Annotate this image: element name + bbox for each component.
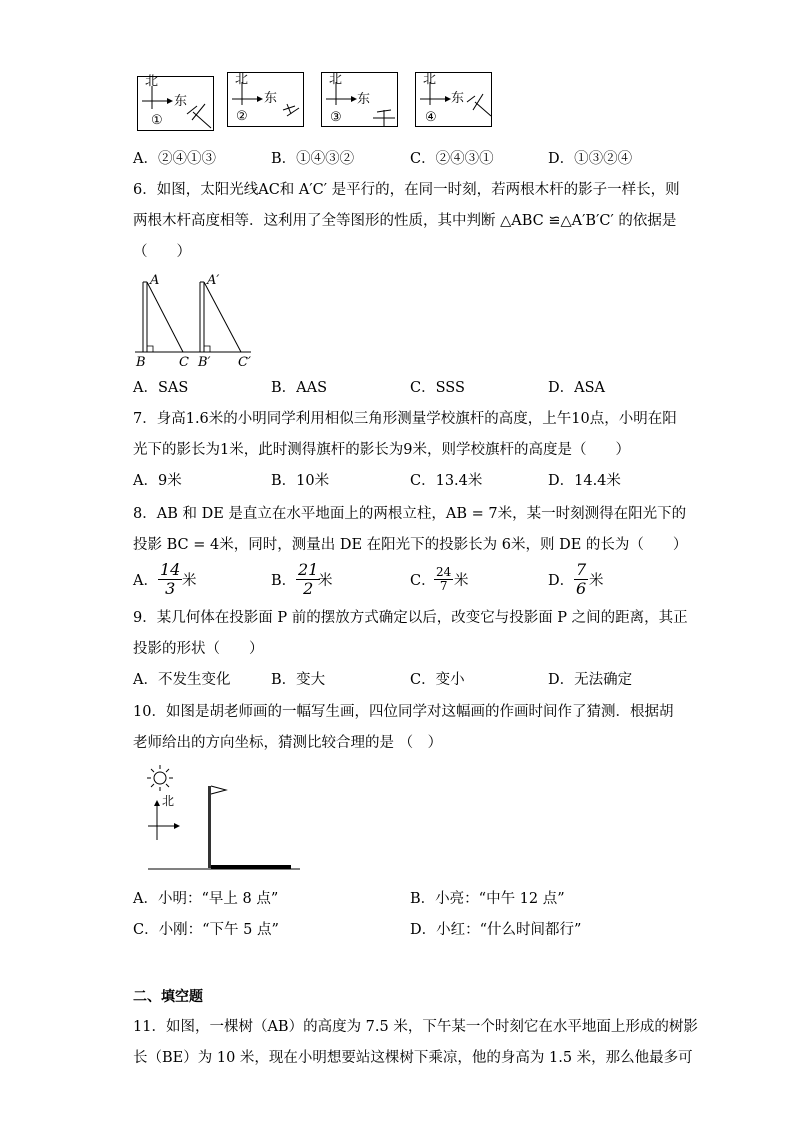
q7-option-a: A．9米 xyxy=(133,473,182,489)
q6-label-a-prime: A′ xyxy=(207,273,220,288)
q8-option-c-fraction: $\frac{24}{7}$ xyxy=(436,565,452,593)
q6-option-d: D．ASA xyxy=(548,380,606,396)
q8-option-b-fraction: $\frac{21}{2}$ xyxy=(298,560,319,598)
q10-north-label: 北 xyxy=(162,794,175,808)
q8-text-line2: 投影 BC = 4米，同时，测量出 DE 在阳光下的投影长为 6米，则 DE 的长为（ ） xyxy=(133,537,688,553)
sun-icon xyxy=(147,765,173,791)
q6-label-b: B xyxy=(136,355,146,370)
q6-text-line1: 6．如图，太阳光线AC和 A′C′ 是平行的，在同一时刻，若两根木杆的影子一样长，则 xyxy=(133,182,680,198)
panel-1-east: 东 xyxy=(174,94,188,109)
q8-option-a-unit: 米 xyxy=(182,573,197,589)
q6-option-c: C．SSS xyxy=(410,380,465,396)
panel-3-north: 北 xyxy=(329,72,343,87)
panel-1-number: ① xyxy=(151,113,163,128)
q8-option-d-fraction: $\frac{7}{6}$ xyxy=(576,560,587,598)
q7-text-line1: 7．身高1.6米的小明同学利用相似三角形测量学校旗杆的高度，上午10点，小明在阳 xyxy=(133,411,677,427)
q6-option-a: A．SAS xyxy=(133,380,189,396)
q10-drawing xyxy=(140,760,310,875)
q9-text-line2: 投影的形状（ ） xyxy=(133,641,264,657)
q9-text-line1: 9．某几何体在投影面 P 前的摆放方式确定以后，改变它与投影面 P 之间的距离，其正 xyxy=(133,610,688,626)
panel-1-north: 北 xyxy=(145,74,159,89)
q8-option-b-unit: 米 xyxy=(318,573,333,589)
q5-option-d: D．①③②④ xyxy=(548,151,633,167)
q6-label-b-prime: B′ xyxy=(198,355,211,370)
q10-text-line2: 老师给出的方向坐标，猜测比较合理的是 （ ） xyxy=(133,735,443,751)
q7-option-d: D．14.4米 xyxy=(548,473,621,489)
q9-option-d: D．无法确定 xyxy=(548,672,633,688)
q6-label-a: A xyxy=(150,273,160,288)
q8-option-b-label: B． xyxy=(271,573,297,589)
q6-text-line2: 两根木杆高度相等．这利用了全等图形的性质，其中判断 △ABC ≌△A′B′C′ 的依据是 xyxy=(133,213,677,229)
q11-text-line1: 11．如图，一棵树（AB）的高度为 7.5 米，下午某一个时刻它在水平地面上形成的树影 xyxy=(133,1019,698,1035)
q6-label-c: C xyxy=(179,355,189,370)
q10-option-d: D．小红：“什么时间都行” xyxy=(410,922,582,938)
q9-option-a: A．不发生变化 xyxy=(133,672,231,688)
panel-4-number: ④ xyxy=(425,110,437,125)
q8-option-d-unit: 米 xyxy=(589,573,604,589)
q7-text-line2: 光下的影长为1米，此时测得旗杆的影长为9米，则学校旗杆的高度是（ ） xyxy=(133,442,630,458)
q6-text-line3: （ ） xyxy=(133,244,191,260)
section-title: 二、填空题 xyxy=(133,989,203,1005)
q7-option-b: B．10米 xyxy=(271,473,330,489)
q5-option-a: A．②④①③ xyxy=(133,151,216,167)
q10-option-c: C．小刚：“下午 5 点” xyxy=(133,922,279,938)
q6-label-c-prime: C′ xyxy=(238,355,251,370)
panel-2-number: ② xyxy=(236,109,248,124)
q8-text-line1: 8．AB 和 DE 是直立在水平地面上的两根立柱，AB = 7米，某一时刻测得在阳光下的 xyxy=(133,506,687,522)
q9-option-c: C．变小 xyxy=(410,672,465,688)
panel-3-east: 东 xyxy=(357,92,371,107)
q10-option-a: A．小明：“早上 8 点” xyxy=(133,891,279,907)
q5-option-c: C．②④③① xyxy=(410,151,494,167)
panel-2-north: 北 xyxy=(235,72,249,87)
panel-4-north: 北 xyxy=(423,72,437,87)
panel-4-east: 东 xyxy=(451,91,465,106)
q8-option-a-label: A． xyxy=(133,573,158,589)
q9-option-b: B．变大 xyxy=(271,672,326,688)
q8-option-a-fraction: $\frac{14}{3}$ xyxy=(160,560,181,598)
q10-option-b: B．小亮：“中午 12 点” xyxy=(410,891,565,907)
q8-option-c-label: C． xyxy=(410,573,436,589)
q8-option-c-unit: 米 xyxy=(454,573,469,589)
q7-option-c: C．13.4米 xyxy=(410,473,483,489)
q6-option-b: B．AAS xyxy=(271,380,328,396)
q10-text-line1: 10．如图是胡老师画的一幅写生画，四位同学对这幅画的作画时间作了猜测．根据胡 xyxy=(133,704,674,720)
panel-3-number: ③ xyxy=(330,110,342,125)
q11-text-line2: 长（BE）为 10 米，现在小明想要站这棵树下乘凉，他的身高为 1.5 米，那么他最多可 xyxy=(133,1050,693,1066)
panel-2-east: 东 xyxy=(264,91,278,106)
q5-option-b: B．①④③② xyxy=(271,151,355,167)
q8-option-d-label: D． xyxy=(548,573,575,589)
